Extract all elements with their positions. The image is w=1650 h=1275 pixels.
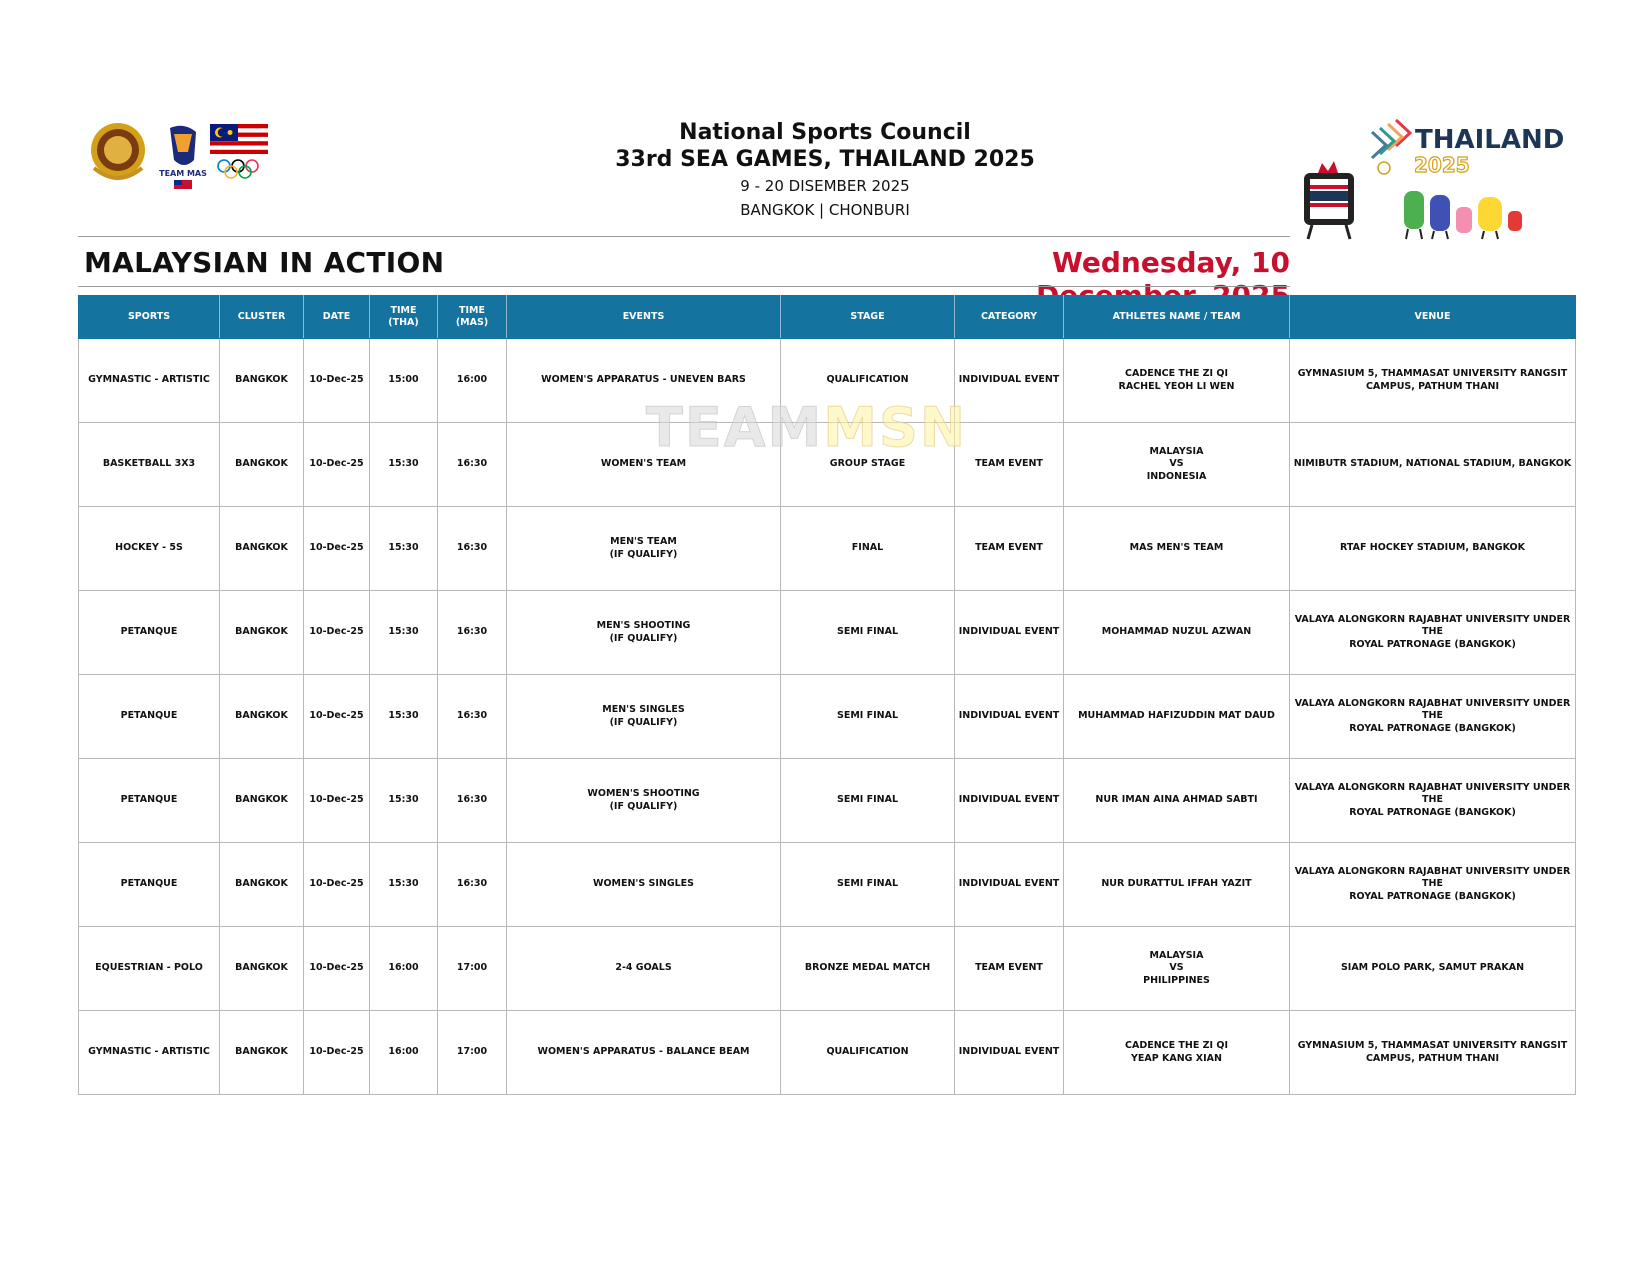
schedule-date: Wednesday, 10	[1051, 246, 1290, 279]
cell-sports: PETANQUE	[79, 591, 220, 675]
cell-events: WOMEN'S APPARATUS - UNEVEN BARS	[507, 339, 781, 423]
column-header-sports: SPORTS	[79, 296, 220, 339]
cell-events: WOMEN'S SHOOTING (IF QUALIFY)	[507, 759, 781, 843]
column-header-date: DATE	[304, 296, 370, 339]
cell-date: 10-Dec-25	[304, 339, 370, 423]
cell-time-tha: 15:30	[370, 507, 438, 591]
table-row	[79, 1011, 1576, 1095]
cell-category: INDIVIDUAL EVENT	[955, 339, 1064, 423]
cell-athletes: NUR DURATTUL IFFAH YAZIT	[1064, 843, 1290, 927]
table-body	[79, 339, 1576, 1095]
column-header-athletes: ATHLETES NAME / TEAM	[1064, 296, 1290, 339]
cell-venue: GYMNASIUM 5, THAMMASAT UNIVERSITY RANGSIT CAMPUS, PATHUM THANI	[1290, 1011, 1576, 1095]
cell-time-mas: 16:30	[438, 843, 507, 927]
cell-time-tha: 16:00	[370, 1011, 438, 1095]
event-header	[560, 120, 1090, 222]
cell-sports: GYMNASTIC - ARTISTIC	[79, 1011, 220, 1095]
thailand-2025-logo	[1298, 115, 1578, 260]
cell-stage: SEMI FINAL	[781, 843, 955, 927]
cell-date: 10-Dec-25	[304, 759, 370, 843]
cell-stage: QUALIFICATION	[781, 1011, 955, 1095]
section-title: MALAYSIAN IN ACTION	[84, 246, 445, 279]
cell-stage: SEMI FINAL	[781, 759, 955, 843]
cell-category: INDIVIDUAL EVENT	[955, 591, 1064, 675]
cell-time-mas: 16:30	[438, 507, 507, 591]
cell-athletes: MOHAMMAD NUZUL AZWAN	[1064, 591, 1290, 675]
header-divider-bottom	[78, 286, 1290, 287]
cell-venue: VALAYA ALONGKORN RAJABHAT UNIVERSITY UNDER THE ROYAL PATRONAGE (BANGKOK)	[1290, 843, 1576, 927]
cell-cluster: BANGKOK	[220, 675, 304, 759]
cell-cluster: BANGKOK	[220, 423, 304, 507]
table-row	[79, 507, 1576, 591]
cell-category: INDIVIDUAL EVENT	[955, 1011, 1064, 1095]
cell-events: MEN'S SHOOTING (IF QUALIFY)	[507, 591, 781, 675]
cell-events: WOMEN'S APPARATUS - BALANCE BEAM	[507, 1011, 781, 1095]
cell-stage: QUALIFICATION	[781, 339, 955, 423]
cell-cluster: BANGKOK	[220, 759, 304, 843]
cell-sports: EQUESTRIAN - POLO	[79, 927, 220, 1011]
games-title: 33rd SEA GAMES, THAILAND 2025	[615, 147, 1035, 172]
cell-category: INDIVIDUAL EVENT	[955, 675, 1064, 759]
cell-date: 10-Dec-25	[304, 675, 370, 759]
cell-events: 2-4 GOALS	[507, 927, 781, 1011]
cell-athletes: NUR IMAN AINA AHMAD SABTI	[1064, 759, 1290, 843]
cell-date: 10-Dec-25	[304, 927, 370, 1011]
schedule-table	[78, 295, 1576, 1095]
cell-cluster: BANGKOK	[220, 507, 304, 591]
cell-venue: VALAYA ALONGKORN RAJABHAT UNIVERSITY UNDER THE ROYAL PATRONAGE (BANGKOK)	[1290, 591, 1576, 675]
cell-events: MEN'S TEAM (IF QUALIFY)	[507, 507, 781, 591]
cell-date: 10-Dec-25	[304, 1011, 370, 1095]
cell-venue: VALAYA ALONGKORN RAJABHAT UNIVERSITY UNDER THE ROYAL PATRONAGE (BANGKOK)	[1290, 675, 1576, 759]
cell-time-mas: 17:00	[438, 1011, 507, 1095]
table-row	[79, 675, 1576, 759]
column-header-cluster: CLUSTER	[220, 296, 304, 339]
cell-sports: HOCKEY - 5S	[79, 507, 220, 591]
cell-sports: PETANQUE	[79, 843, 220, 927]
msn-crest-logo	[91, 123, 145, 178]
cell-category: INDIVIDUAL EVENT	[955, 759, 1064, 843]
cell-category: INDIVIDUAL EVENT	[955, 843, 1064, 927]
cell-athletes: MAS MEN'S TEAM	[1064, 507, 1290, 591]
column-header-stage: STAGE	[781, 296, 955, 339]
cell-time-tha: 15:30	[370, 759, 438, 843]
thailand-word: THAILAND	[1415, 125, 1565, 155]
mascot-large-icon	[1304, 161, 1354, 239]
cell-events: WOMEN'S TEAM	[507, 423, 781, 507]
cell-stage: GROUP STAGE	[781, 423, 955, 507]
cell-stage: BRONZE MEDAL MATCH	[781, 927, 955, 1011]
cell-cluster: BANGKOK	[220, 339, 304, 423]
cell-sports: BASKETBALL 3X3	[79, 423, 220, 507]
cell-sports: GYMNASTIC - ARTISTIC	[79, 339, 220, 423]
watermark-part2: MSN	[823, 396, 968, 459]
cell-time-tha: 15:30	[370, 423, 438, 507]
column-header-time-mas: TIME (MAS)	[438, 296, 507, 339]
cell-time-mas: 16:30	[438, 675, 507, 759]
cell-time-tha: 16:00	[370, 927, 438, 1011]
cell-category: TEAM EVENT	[955, 927, 1064, 1011]
cell-stage: FINAL	[781, 507, 955, 591]
cell-cluster: BANGKOK	[220, 591, 304, 675]
event-dates: 9 - 20 DISEMBER 2025	[740, 177, 910, 195]
cell-date: 10-Dec-25	[304, 423, 370, 507]
table-row	[79, 339, 1576, 423]
cell-venue: SIAM POLO PARK, SAMUT PRAKAN	[1290, 927, 1576, 1011]
team-mas-text: TEAM MAS	[159, 169, 207, 178]
cell-athletes: CADENCE THE ZI QI YEAP KANG XIAN	[1064, 1011, 1290, 1095]
cell-category: TEAM EVENT	[955, 507, 1064, 591]
sea-games-emblem-icon	[1372, 120, 1410, 158]
org-name: National Sports Council	[679, 120, 971, 145]
cell-venue: RTAF HOCKEY STADIUM, BANGKOK	[1290, 507, 1576, 591]
table-row	[79, 423, 1576, 507]
cell-cluster: BANGKOK	[220, 927, 304, 1011]
table-row	[79, 843, 1576, 927]
cell-time-mas: 16:30	[438, 759, 507, 843]
cell-date: 10-Dec-25	[304, 507, 370, 591]
table-header-row	[79, 296, 1576, 339]
cell-sports: PETANQUE	[79, 759, 220, 843]
cell-stage: SEMI FINAL	[781, 591, 955, 675]
cell-time-tha: 15:30	[370, 591, 438, 675]
cell-time-mas: 16:30	[438, 423, 507, 507]
column-header-category: CATEGORY	[955, 296, 1064, 339]
cell-time-mas: 17:00	[438, 927, 507, 1011]
olympic-rings-icon	[218, 160, 258, 178]
cell-stage: SEMI FINAL	[781, 675, 955, 759]
cell-time-tha: 15:30	[370, 843, 438, 927]
cell-date: 10-Dec-25	[304, 843, 370, 927]
cell-venue: GYMNASIUM 5, THAMMASAT UNIVERSITY RANGSIT CAMPUS, PATHUM THANI	[1290, 339, 1576, 423]
cell-athletes: CADENCE THE ZI QI RACHEL YEOH LI WEN	[1064, 339, 1290, 423]
cell-events: WOMEN'S SINGLES	[507, 843, 781, 927]
cell-time-mas: 16:00	[438, 339, 507, 423]
left-logos	[84, 120, 294, 195]
cell-date: 10-Dec-25	[304, 591, 370, 675]
cell-cluster: BANGKOK	[220, 843, 304, 927]
cell-time-tha: 15:00	[370, 339, 438, 423]
cell-time-mas: 16:30	[438, 591, 507, 675]
sun-icon	[1378, 162, 1390, 174]
column-header-venue: VENUE	[1290, 296, 1576, 339]
team-mas-tiger-logo	[159, 126, 207, 189]
column-header-events: EVENTS	[507, 296, 781, 339]
column-header-time-tha: TIME (THA)	[370, 296, 438, 339]
cell-athletes: MALAYSIA VS INDONESIA	[1064, 423, 1290, 507]
cell-category: TEAM EVENT	[955, 423, 1064, 507]
table-row	[79, 591, 1576, 675]
cell-events: MEN'S SINGLES (IF QUALIFY)	[507, 675, 781, 759]
cell-time-tha: 15:30	[370, 675, 438, 759]
malaysia-flag-icon	[210, 124, 268, 154]
cell-venue: NIMIBUTR STADIUM, NATIONAL STADIUM, BANGKOK	[1290, 423, 1576, 507]
cell-cluster: BANGKOK	[220, 1011, 304, 1095]
mascot-group-icon	[1404, 191, 1522, 239]
cell-athletes: MALAYSIA VS PHILIPPINES	[1064, 927, 1290, 1011]
thailand-year: 2025	[1414, 153, 1470, 177]
table-row	[79, 927, 1576, 1011]
watermark-part1: TEAM	[646, 396, 824, 459]
event-locations: BANGKOK | CHONBURI	[740, 201, 910, 219]
header-divider-top	[78, 236, 1290, 237]
table-row	[79, 759, 1576, 843]
cell-athletes: MUHAMMAD HAFIZUDDIN MAT DAUD	[1064, 675, 1290, 759]
cell-sports: PETANQUE	[79, 675, 220, 759]
cell-venue: VALAYA ALONGKORN RAJABHAT UNIVERSITY UNDER THE ROYAL PATRONAGE (BANGKOK)	[1290, 759, 1576, 843]
